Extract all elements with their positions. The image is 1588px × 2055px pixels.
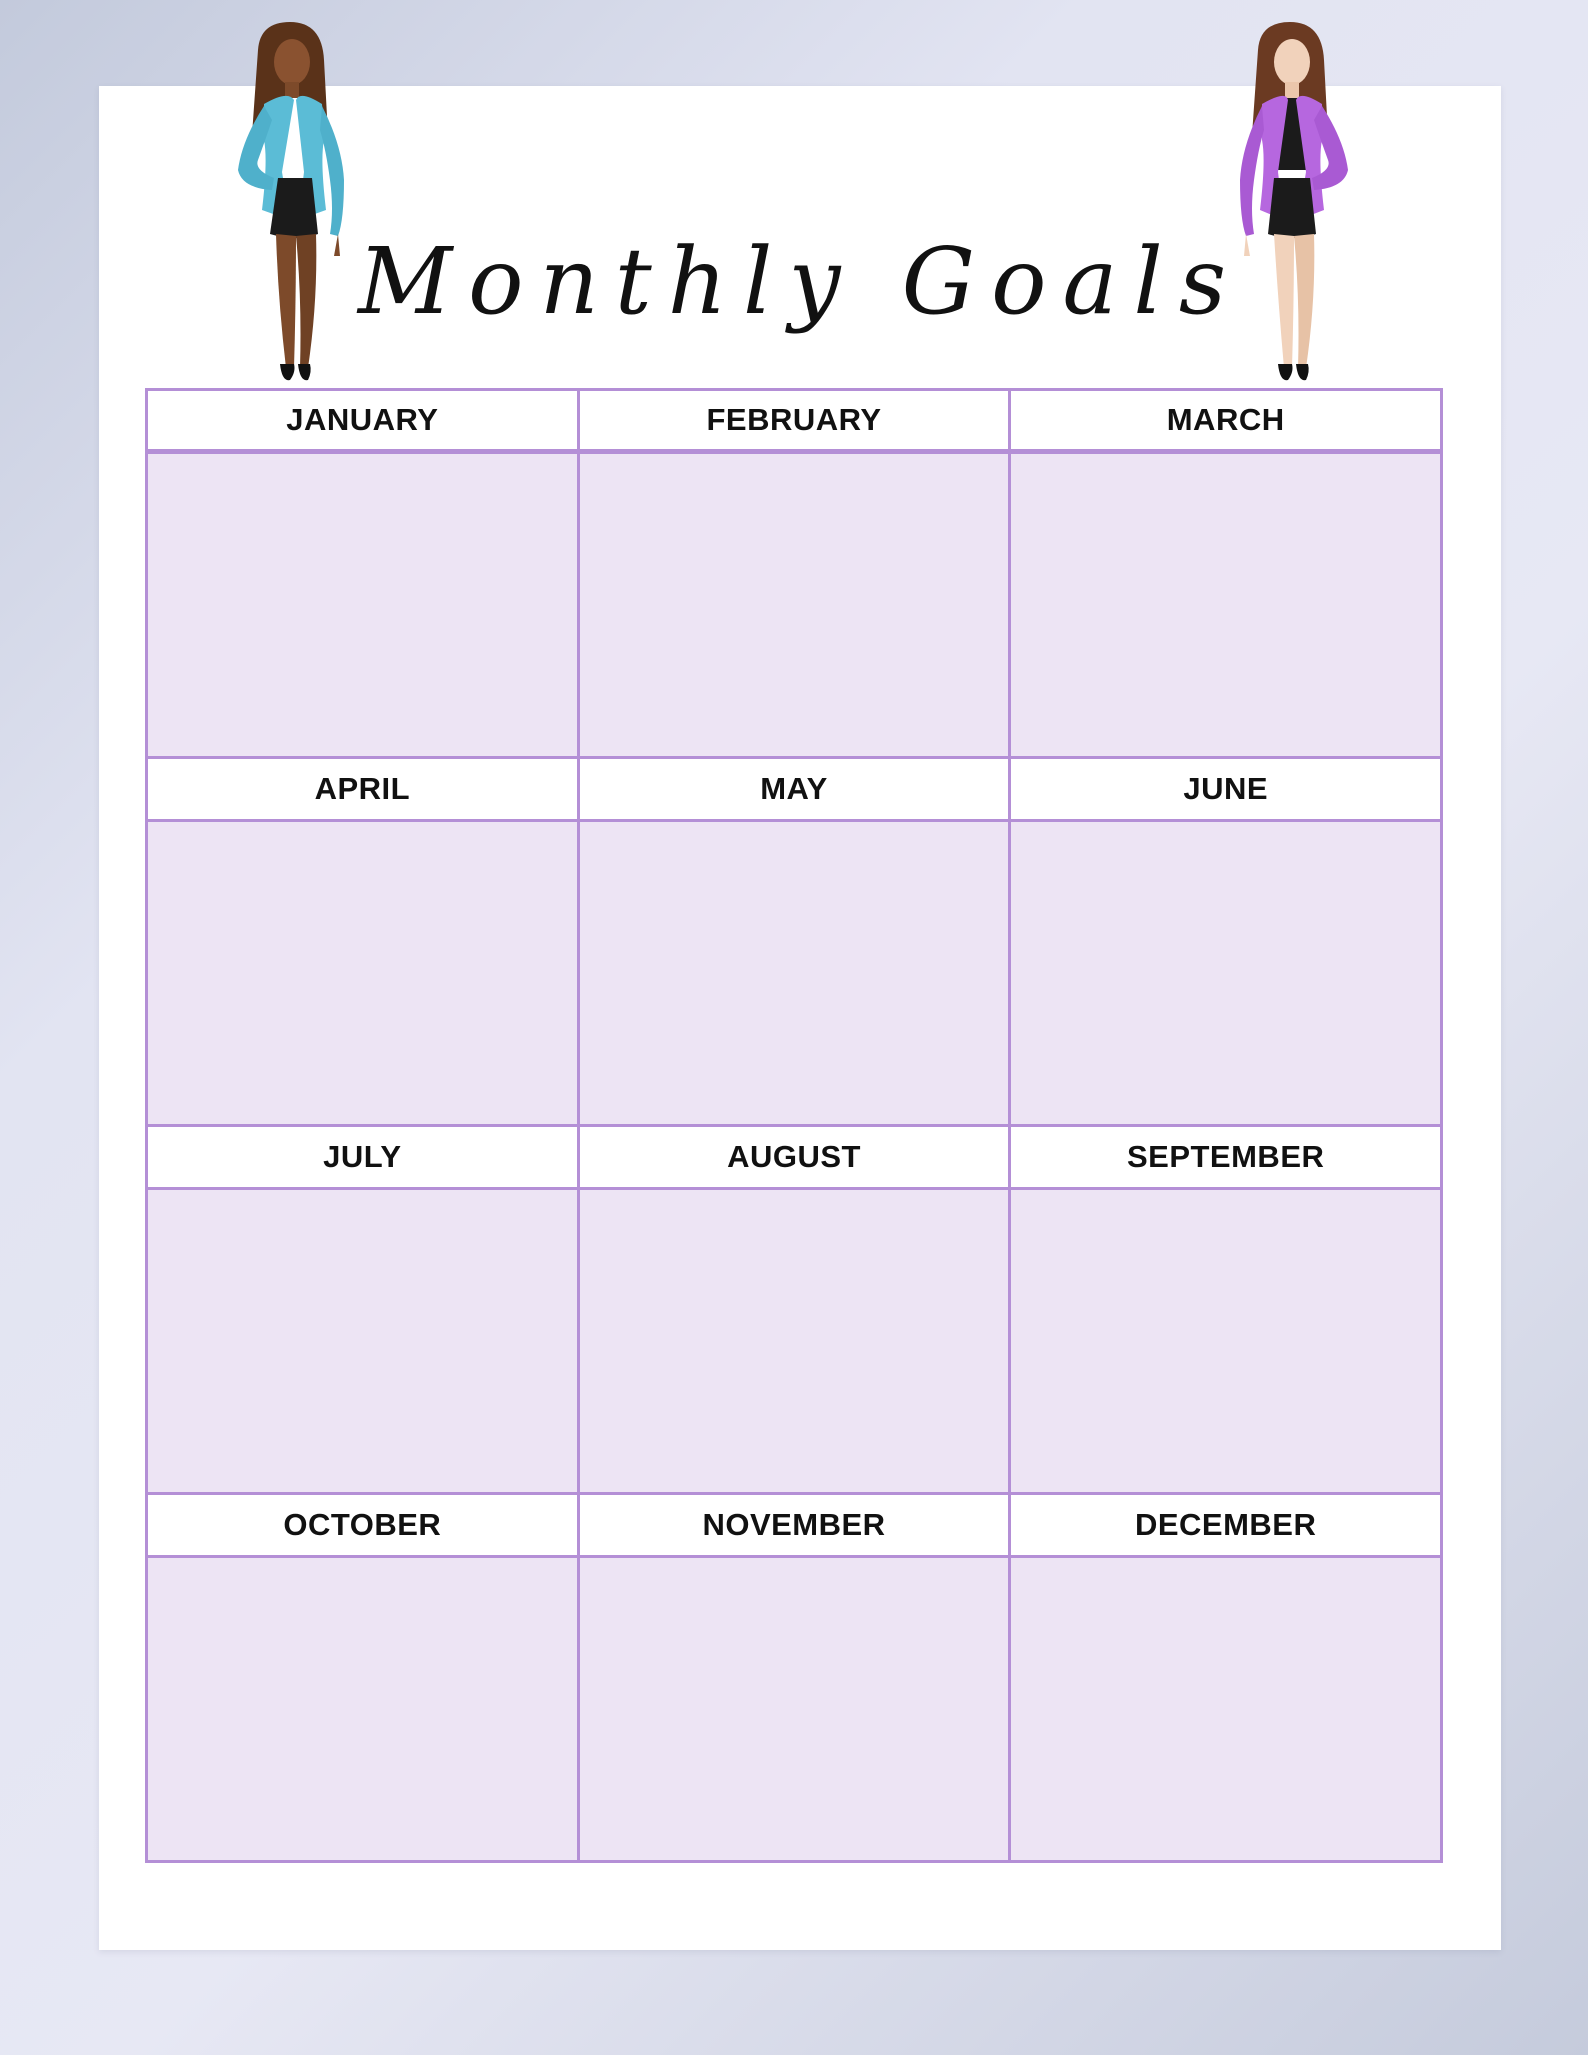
goal-box-march[interactable]: [1011, 454, 1440, 756]
goal-box-september[interactable]: [1011, 1190, 1440, 1492]
goal-box-august[interactable]: [580, 1190, 1012, 1492]
month-header-february: FEBRUARY: [580, 388, 1012, 454]
month-header-row: [148, 756, 1440, 822]
goal-box-row: [148, 1190, 1440, 1492]
goal-box-february[interactable]: [580, 454, 1012, 756]
month-header-december: DECEMBER: [1011, 1492, 1440, 1558]
goal-box-october[interactable]: [148, 1558, 580, 1860]
month-header-may: MAY: [580, 756, 1012, 822]
goal-box-january[interactable]: [148, 454, 580, 756]
goal-box-december[interactable]: [1011, 1558, 1440, 1860]
month-header-november: NOVEMBER: [580, 1492, 1012, 1558]
goal-box-april[interactable]: [148, 822, 580, 1124]
month-header-march: MARCH: [1011, 388, 1440, 454]
month-header-october: OCTOBER: [148, 1492, 580, 1558]
month-header-july: JULY: [148, 1124, 580, 1190]
monthly-goals-grid: [145, 388, 1443, 1863]
month-header-row: [148, 1124, 1440, 1190]
goal-box-may[interactable]: [580, 822, 1012, 1124]
page-title: Monthly Goals: [357, 228, 1243, 335]
goal-box-november[interactable]: [580, 1558, 1012, 1860]
goal-box-row: [148, 1558, 1440, 1860]
month-header-september: SEPTEMBER: [1011, 1124, 1440, 1190]
month-header-january: JANUARY: [148, 388, 580, 454]
goal-box-row: [148, 454, 1440, 756]
woman-purple-blazer-illustration: [1226, 20, 1356, 390]
goal-box-row: [148, 822, 1440, 1124]
month-header-august: AUGUST: [580, 1124, 1012, 1190]
woman-teal-blazer-illustration: [230, 20, 360, 390]
month-header-april: APRIL: [148, 756, 580, 822]
goal-box-june[interactable]: [1011, 822, 1440, 1124]
month-header-row: [148, 388, 1440, 454]
month-header-june: JUNE: [1011, 756, 1440, 822]
goal-box-july[interactable]: [148, 1190, 580, 1492]
month-header-row: [148, 1492, 1440, 1558]
